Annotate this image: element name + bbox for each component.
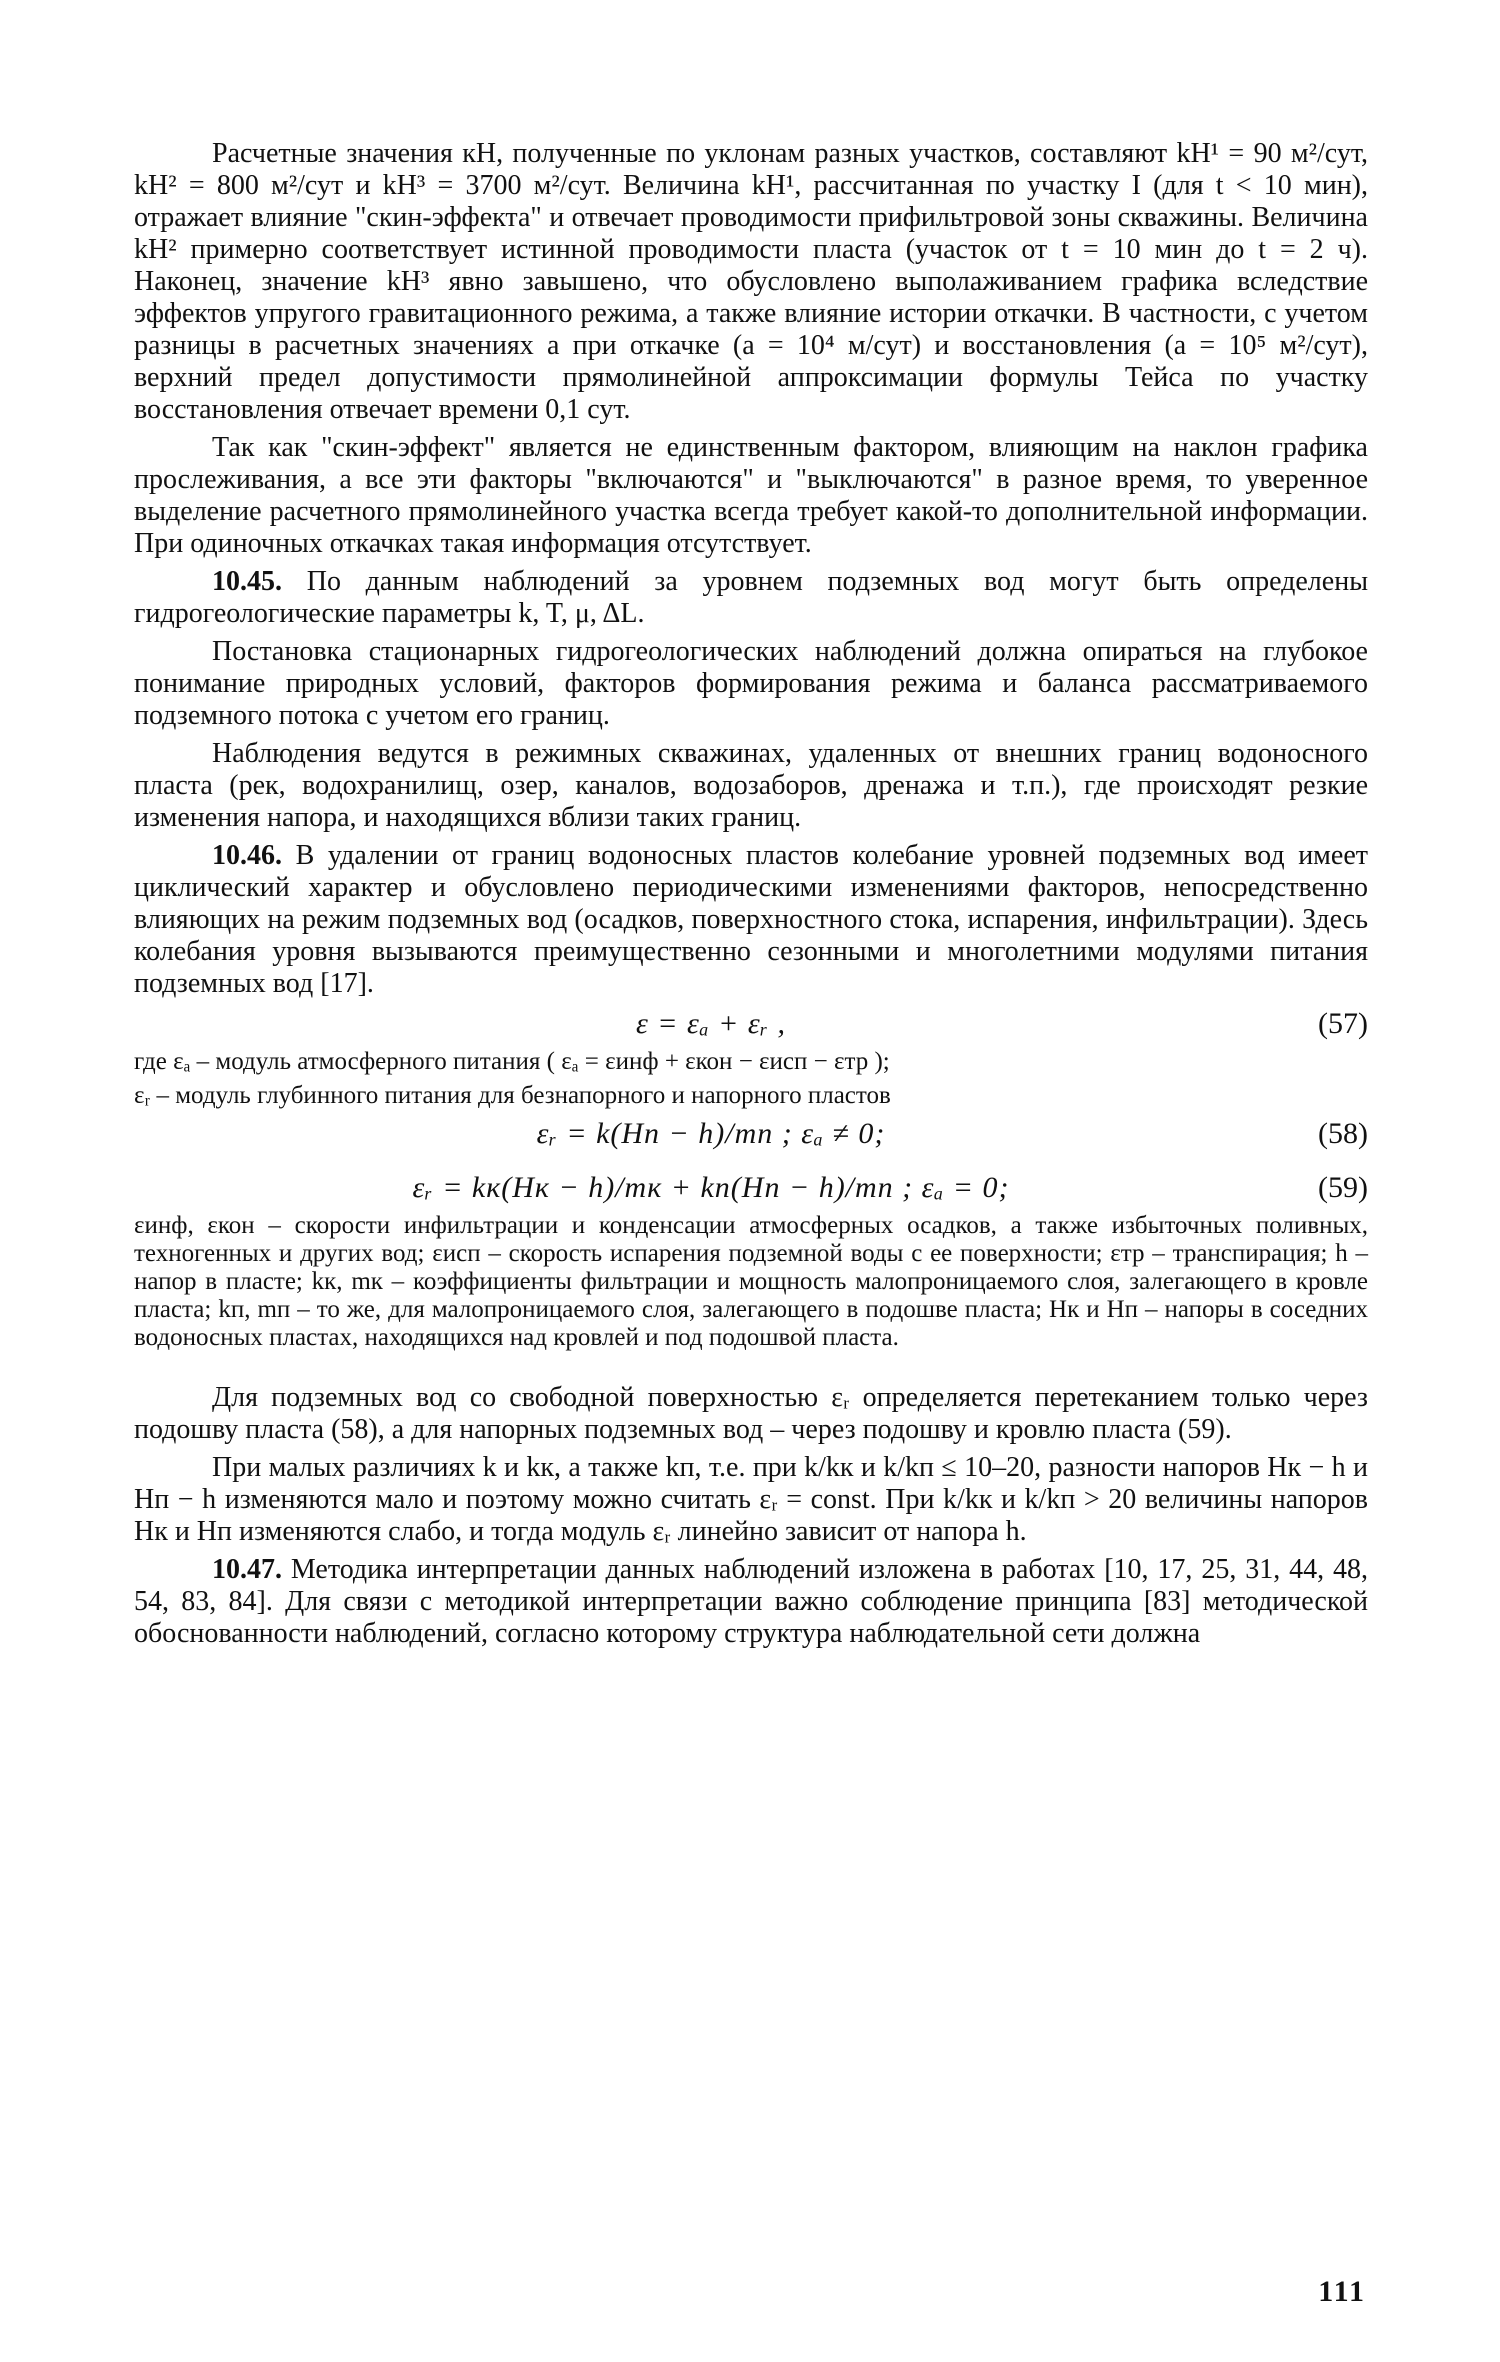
paragraph-free-surface: Для подземных вод со свободной поверхностью εᵣ определяется перетеканием только через подошву пласта (58), а для напорных подземных вод – через подошву и кровлю пласта (59). [134,1382,1368,1445]
definitions-list: εинф, εкон – скорости инфильтрации и конденсации атмосферных осадков, а также избыточных поливных, техногенных и других вод; εисп – скорость испарения подземной воды с ее поверхности; εтр – транспирация; h – напор в пласте; kк, mк – коэффициенты фильтрации и мощность малопроницаемого слоя, залегающего в кровле пласта; kп, mп – то же, для малопроницаемого слоя, залегающего в подошве пласта; Hк и Hп – напоры в соседних водоносных пластах, находящихся над кровлей и под подошвой пласта. [134,1212,1368,1351]
formula-59 [134,1172,1368,1204]
section-text: По данным наблюдений за уровнем подземных вод могут быть определены гидрогеологические параметры k, T, μ, ΔL. [134,566,1369,629]
section-number: 10.46. [212,840,282,871]
main-text [134,138,1368,1656]
formula-number: (57) [1318,1007,1368,1040]
formula-expression: εᵣ = k(Hп − h)/mп ; εₐ ≠ 0; [536,1117,886,1150]
section-10-47 [134,1554,1368,1650]
formula-number: (58) [1318,1117,1368,1150]
page-number: 111 [1318,2275,1366,2308]
paragraph-skin-effect-factor: Так как "скин-эффект" является не единственным фактором, влияющим на наклон графика прослеживания, а все эти факторы "включаются" и "выключаются" в разное время, то уверенное выделение расчетного прямолинейного участка всегда требует какой-то дополнительной информации. При одиночных откачках такая информация отсутствует. [134,432,1368,559]
section-10-45 [134,566,1368,630]
definition-atmospheric: где εₐ – модуль атмосферного питания ( εₐ = εинф + εкон − εисп − εтр ); [134,1048,890,1075]
section-10-46 [134,840,1368,1000]
formula-expression: ε = εₐ + εᵣ , [635,1007,787,1040]
formula-58 [134,1118,1368,1150]
section-text: Методика интерпретации данных наблюдений изложена в работах [10, 17, 25, 31, 44, 48, 54, 83, 84]. Для связи с методикой интерпретации важно соблюдение принципа [83] методической обоснованности наблюдений, согласно которому структура наблюдательной сети должна [134,1554,1368,1649]
formula-57 [134,1008,1368,1040]
paragraph-observations-setup: Постановка стационарных гидрогеологических наблюдений должна опираться на глубокое понимание природных условий, факторов формирования режима и баланса рассматриваемого подземного потока с учетом его границ. [134,636,1368,731]
section-text: В удалении от границ водоносных пластов колебание уровней подземных вод имеет циклический характер и обусловлено периодическими изменениями факторов, непосредственно влияющих на режим подземных вод (осадков, поверхностного стока, испарения, инфильтрации). Здесь колебания уровня вызываются преимущественно сезонными и многолетними модулями питания подземных вод [17]. [134,840,1368,999]
section-number: 10.47. [212,1554,282,1585]
paragraph-observation-wells: Наблюдения ведутся в режимных скважинах, удаленных от внешних границ водоносного пласта (рек, водохранилищ, озер, каналов, водозаборов, дренажа и т.п.), где происходят резкие изменения напора, и находящихся вблизи таких границ. [134,738,1368,833]
formula-expression: εᵣ = kк(Hк − h)/mк + kп(Hп − h)/mп ; εₐ = 0; [412,1171,1010,1204]
paragraph-skin-effect-values: Расчетные значения кН, полученные по уклонам разных участков, составляют kH¹ = 90 м²/сут, kH² = 800 м²/сут и kH³ = 3700 м²/сут. Величина kH¹, рассчитанная по участку I (для t < 10 мин), отражает влияние "скин-эффекта" и отвечает проводимости прифильтровой зоны скважины. Величина kH² примерно соответствует истинной проводимости пласта (участок от t = 10 мин до t = 2 ч). Наконец, значение kH³ явно завышено, что обусловлено выполаживанием графика вследствие эффектов упругого гравитационного режима, а также влияние истории откачки. В частности, с учетом разницы в расчетных значениях a при откачке (a = 10⁴ м/сут) и восстановления (a = 10⁵ м²/сут), верхний предел допустимости прямолинейной аппроксимации формулы Тейса по участку восстановления отвечает времени 0,1 сут. [134,138,1368,425]
formula-number: (59) [1318,1171,1368,1204]
paragraph-small-differences: При малых различиях k и kк, а также kп, т.е. при k/kк и k/kп ≤ 10–20, разности напоров Hк − h и Hп − h изменяются мало и поэтому можно считать εᵣ = const. При k/kк и k/kп > 20 величины напоров Hк и Hп изменяются слабо, и тогда модуль εᵣ линейно зависит от напора h. [134,1452,1368,1547]
definition-deep-recharge: εᵣ – модуль глубинного питания для безнапорного и напорного пластов [134,1082,891,1109]
section-number: 10.45. [212,566,282,597]
